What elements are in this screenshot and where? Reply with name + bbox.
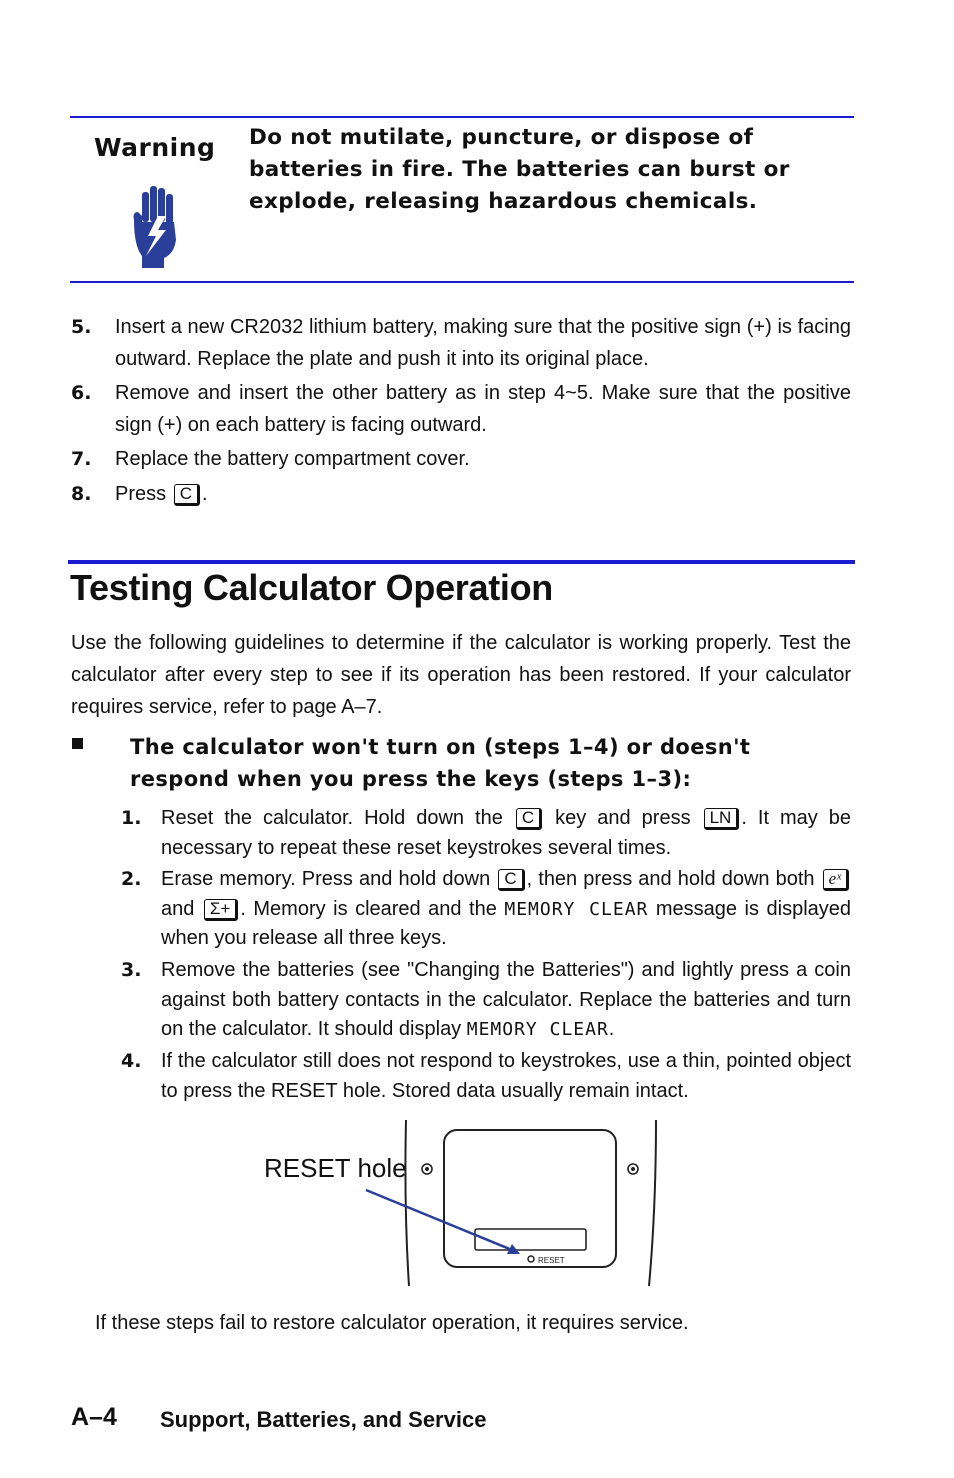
substep-text: Remove the batteries (see "Changing the Batteries") and lightly press a coin against both battery contacts in the calculator. Replace the batteries and turn on the calculator. It should display MEMORY CLEAR. xyxy=(161,959,851,1040)
warning-top-rule xyxy=(70,116,854,118)
step-number: 5. xyxy=(71,316,92,338)
key-c-icon: C xyxy=(498,869,524,891)
step-text: Replace the battery compartment cover. xyxy=(115,448,470,470)
key-exp-icon: eˣ xyxy=(823,869,849,891)
substep-number: 3. xyxy=(121,959,142,981)
bullet-square-icon xyxy=(72,738,83,749)
substep-number: 2. xyxy=(121,868,142,890)
section-intro: Use the following guidelines to determine if the calculator is working properly. Test the calculator after every step to see if its operation has been restored. If your calculator requires service, refer to page A–7. xyxy=(71,632,851,718)
substep-text: Erase memory. Press and hold down C , then press and hold down both eˣ and Σ+ . Memory is cleared and the MEMORY CLEAR message is displayed when you release all three keys. xyxy=(161,868,852,949)
key-c-icon: C xyxy=(516,808,542,830)
step-text: Press C . xyxy=(115,483,208,505)
step-number: 6. xyxy=(71,382,92,404)
warning-title: Warning xyxy=(94,133,216,162)
lcd-memory-clear: MEMORY CLEAR xyxy=(504,898,649,920)
step-number: 7. xyxy=(71,448,92,470)
reset-hole-label: RESET hole xyxy=(264,1153,407,1183)
substep-number: 4. xyxy=(121,1050,142,1072)
substep-number: 1. xyxy=(121,807,142,829)
key-c-icon: C xyxy=(174,484,200,506)
warning-text: Do not mutilate, puncture, or dispose of batteries in fire. The batteries can burst or explode, releasing hazardous chemicals. xyxy=(249,125,790,214)
step-text: Remove and insert the other battery as in step 4~5. Make sure that the positive sign (+) on each battery is facing outward. xyxy=(115,382,851,436)
substep-text: If the calculator still does not respond to keystrokes, use a thin, pointed object to press the RESET hole. Stored data usually remain intact. xyxy=(161,1050,851,1102)
step-8 xyxy=(71,478,855,510)
footer-chapter-title: Support, Batteries, and Service xyxy=(160,1407,487,1432)
lcd-memory-clear: MEMORY CLEAR xyxy=(466,1019,609,1040)
warning-bottom-rule xyxy=(70,281,854,283)
section-title: Testing Calculator Operation xyxy=(70,567,553,608)
closing-text: If these steps fail to restore calculator operation, it requires service. xyxy=(95,1312,689,1334)
substep-text: Reset the calculator. Hold down the C key and press LN . It may be necessary to repeat these reset keystrokes several times. xyxy=(161,807,852,859)
footer-page-number: A–4 xyxy=(71,1403,117,1431)
warning-hand-icon xyxy=(128,182,190,270)
step-6 xyxy=(71,377,855,441)
substep-3 xyxy=(121,956,851,1045)
step-7 xyxy=(71,443,855,475)
substep-2 xyxy=(121,865,851,954)
calculator-back-diagram xyxy=(360,1118,670,1290)
substep-1 xyxy=(121,804,851,863)
bullet-heading: The calculator won't turn on (steps 1–4) or doesn't respond when you press the keys (steps 1–3): xyxy=(130,735,751,791)
step-5 xyxy=(71,311,855,375)
reset-small-label: RESET xyxy=(538,1256,565,1265)
key-ln-icon: LN xyxy=(704,808,740,830)
key-sigma-plus-icon: Σ+ xyxy=(204,899,238,921)
step-text: Insert a new CR2032 lithium battery, making sure that the positive sign (+) is facing outward. Replace the plate and push it into its original place. xyxy=(115,316,851,370)
section-rule xyxy=(68,560,855,564)
substep-4 xyxy=(121,1047,851,1106)
step-number: 8. xyxy=(71,483,92,505)
